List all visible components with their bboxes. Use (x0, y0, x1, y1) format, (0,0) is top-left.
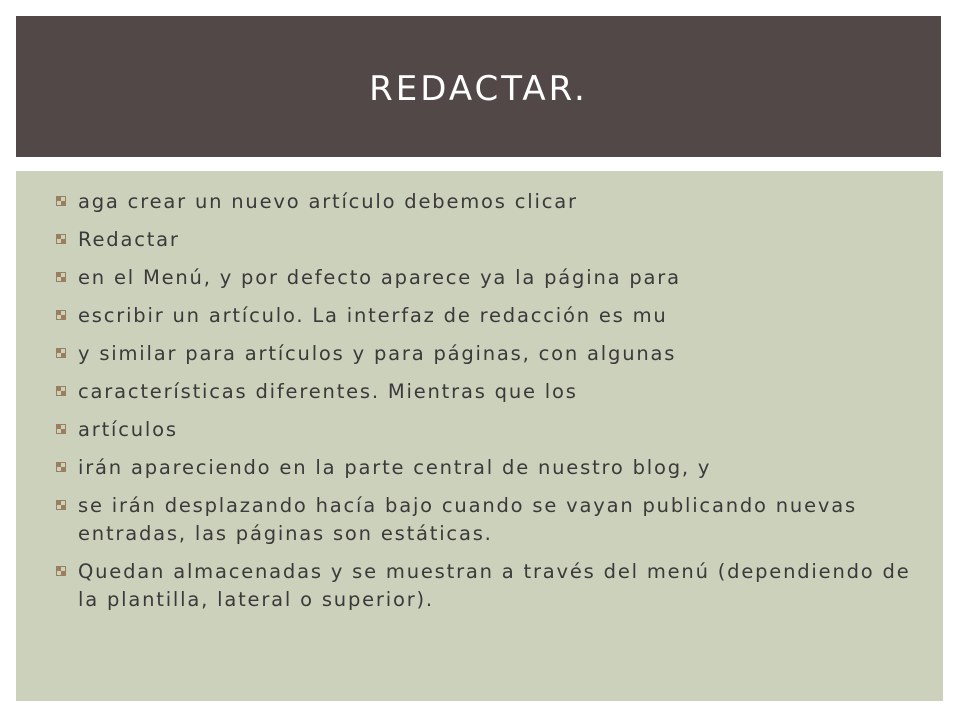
bullet-text: artículos (78, 418, 178, 441)
bullet-item (56, 226, 916, 254)
bullet-list (56, 188, 916, 624)
bullet-item (56, 558, 916, 614)
bullet-text: se irán desplazando hacía bajo cuando se vayan publicando nuevas entradas, las páginas son estáticas. (78, 494, 857, 545)
bullet-text: irán apareciendo en la parte central de nuestro blog, y (78, 456, 712, 479)
bullet-item (56, 340, 916, 368)
square-bullet-icon (56, 348, 66, 358)
square-bullet-icon (56, 462, 66, 472)
bullet-item (56, 264, 916, 292)
square-bullet-icon (56, 234, 66, 244)
bullet-text: características diferentes. Mientras que los (78, 380, 578, 403)
content-box (16, 171, 943, 701)
square-bullet-icon (56, 310, 66, 320)
bullet-item (56, 302, 916, 330)
bullet-text: en el Menú, y por defecto aparece ya la página para (78, 266, 681, 289)
square-bullet-icon (56, 196, 66, 206)
square-bullet-icon (56, 500, 66, 510)
bullet-item (56, 454, 916, 482)
square-bullet-icon (56, 424, 66, 434)
title-bar (16, 16, 941, 157)
square-bullet-icon (56, 566, 66, 576)
bullet-text: y similar para artículos y para páginas, con algunas (78, 342, 677, 365)
slide-title: REDACTAR. (369, 68, 588, 109)
bullet-item (56, 378, 916, 406)
bullet-text: Redactar (78, 228, 180, 251)
bullet-text: aga crear un nuevo artículo debemos clicar (78, 190, 578, 213)
square-bullet-icon (56, 386, 66, 396)
bullet-text: Quedan almacenadas y se muestran a través del menú (dependiendo de la plantilla, lateral o superior). (78, 560, 911, 611)
bullet-item (56, 492, 916, 548)
bullet-text: escribir un artículo. La interfaz de redacción es mu (78, 304, 668, 327)
bullet-item (56, 416, 916, 444)
bullet-item (56, 188, 916, 216)
square-bullet-icon (56, 272, 66, 282)
